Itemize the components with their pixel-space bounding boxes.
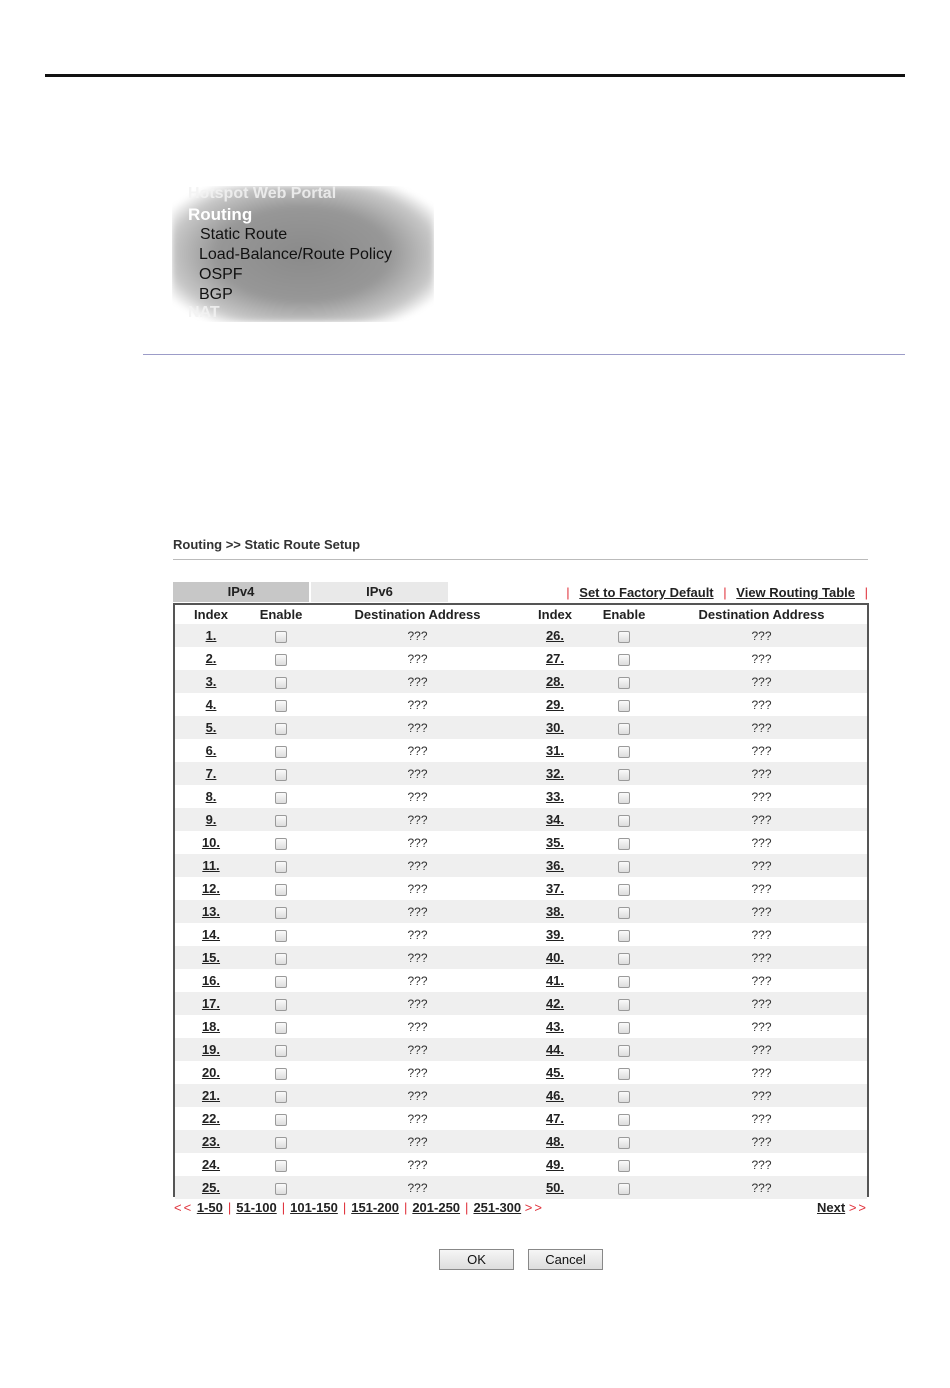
route-index-link[interactable]: 2.	[205, 651, 217, 666]
route-index-link[interactable]: 31.	[545, 743, 565, 758]
destination-address: ???	[751, 1134, 772, 1149]
route-index-link[interactable]: 30.	[545, 720, 565, 735]
route-index-link[interactable]: 12.	[201, 881, 221, 896]
enable-checkbox[interactable]	[275, 953, 287, 965]
enable-checkbox[interactable]	[618, 1137, 630, 1149]
table-row	[175, 1107, 867, 1130]
destination-address: ???	[751, 996, 772, 1011]
menu-item-ospf[interactable]: OSPF	[199, 266, 243, 283]
route-index-link[interactable]: 9.	[205, 812, 217, 827]
enable-checkbox[interactable]	[275, 884, 287, 896]
destination-address: ???	[407, 1019, 428, 1034]
route-index-link[interactable]: 33.	[545, 789, 565, 804]
enable-checkbox[interactable]	[275, 654, 287, 666]
route-index-link[interactable]: 22.	[201, 1111, 221, 1126]
destination-address: ???	[751, 1019, 772, 1034]
page-link-151-200[interactable]: 151-200	[351, 1200, 399, 1215]
enable-checkbox[interactable]	[275, 1137, 287, 1149]
enable-checkbox[interactable]	[275, 930, 287, 942]
enable-checkbox[interactable]	[618, 953, 630, 965]
enable-checkbox[interactable]	[618, 999, 630, 1011]
route-index-link[interactable]: 6.	[205, 743, 217, 758]
link-separator: |	[864, 585, 868, 600]
enable-checkbox[interactable]	[275, 976, 287, 988]
page-link-251-300[interactable]: 251-300	[473, 1200, 522, 1215]
enable-checkbox[interactable]	[618, 1160, 630, 1172]
enable-checkbox[interactable]	[618, 792, 630, 804]
destination-address: ???	[407, 1065, 428, 1080]
section-divider	[143, 354, 905, 355]
enable-checkbox[interactable]	[618, 1114, 630, 1126]
table-row	[175, 1084, 867, 1107]
enable-checkbox[interactable]	[618, 1022, 630, 1034]
next-arrows: >>	[848, 1200, 868, 1215]
route-index-link[interactable]: 17.	[201, 996, 221, 1011]
enable-checkbox[interactable]	[275, 792, 287, 804]
destination-address: ???	[407, 766, 428, 781]
menu-item-hotspot-web-portal[interactable]: Hotspot Web Portal	[188, 186, 337, 202]
destination-address: ???	[751, 766, 772, 781]
destination-address: ???	[407, 904, 428, 919]
route-index-link[interactable]: 1.	[205, 628, 217, 643]
table-row	[175, 1176, 867, 1199]
destination-address: ???	[751, 1065, 772, 1080]
enable-checkbox[interactable]	[275, 746, 287, 758]
destination-address: ???	[407, 858, 428, 873]
next-link[interactable]: Next	[817, 1200, 846, 1215]
enable-checkbox[interactable]	[275, 1045, 287, 1057]
enable-checkbox[interactable]	[618, 1045, 630, 1057]
destination-address: ???	[751, 1088, 772, 1103]
table-row	[175, 1130, 867, 1153]
next-arrows-inline: >>	[524, 1200, 544, 1215]
destination-address: ???	[751, 881, 772, 896]
enable-checkbox[interactable]	[618, 815, 630, 827]
destination-address: ???	[407, 950, 428, 965]
ok-button[interactable]: OK	[439, 1249, 514, 1270]
column-header-index: Index	[538, 607, 572, 622]
menu-item-load-balance[interactable]: Load-Balance/Route Policy	[199, 246, 393, 263]
table-row	[175, 831, 867, 854]
enable-checkbox[interactable]	[618, 700, 630, 712]
route-index-link[interactable]: 25.	[201, 1180, 221, 1195]
static-route-table	[173, 603, 869, 1197]
enable-checkbox[interactable]	[275, 838, 287, 850]
link-separator: |	[566, 585, 570, 600]
enable-checkbox[interactable]	[618, 746, 630, 758]
route-index-link[interactable]: 44.	[545, 1042, 565, 1057]
destination-address: ???	[407, 674, 428, 689]
table-body	[175, 624, 867, 1199]
destination-address: ???	[751, 1157, 772, 1172]
table-row	[175, 1015, 867, 1038]
column-header-destination: Destination Address	[698, 607, 825, 622]
table-row	[175, 969, 867, 992]
prev-arrows: <<	[174, 1200, 194, 1215]
route-index-link[interactable]: 48.	[545, 1134, 565, 1149]
destination-address: ???	[407, 743, 428, 758]
route-index-link[interactable]: 47.	[545, 1111, 565, 1126]
destination-address: ???	[407, 628, 428, 643]
menu-snippet	[172, 186, 434, 322]
route-index-link[interactable]: 19.	[201, 1042, 221, 1057]
table-header	[175, 605, 867, 624]
enable-checkbox[interactable]	[618, 907, 630, 919]
destination-address: ???	[407, 1134, 428, 1149]
destination-address: ???	[751, 812, 772, 827]
destination-address: ???	[751, 720, 772, 735]
route-index-link[interactable]: 41.	[545, 973, 565, 988]
route-index-link[interactable]: 21.	[201, 1088, 221, 1103]
route-index-link[interactable]: 11.	[202, 858, 220, 873]
table-row	[175, 716, 867, 739]
route-index-link[interactable]: 40.	[545, 950, 565, 965]
route-index-link[interactable]: 5.	[205, 720, 217, 735]
table-row	[175, 900, 867, 923]
route-index-link[interactable]: 14.	[201, 927, 221, 942]
route-index-link[interactable]: 35.	[545, 835, 565, 850]
enable-checkbox[interactable]	[618, 976, 630, 988]
breadcrumb: Routing >> Static Route Setup	[173, 537, 361, 552]
route-index-link[interactable]: 49.	[545, 1157, 565, 1172]
table-row	[175, 923, 867, 946]
table-row	[175, 877, 867, 900]
route-index-link[interactable]: 29.	[545, 697, 565, 712]
route-index-link[interactable]: 16.	[201, 973, 221, 988]
route-index-link[interactable]: 4.	[205, 697, 217, 712]
enable-checkbox[interactable]	[275, 700, 287, 712]
enable-checkbox[interactable]	[275, 999, 287, 1011]
destination-address: ???	[751, 1042, 772, 1057]
destination-address: ???	[751, 973, 772, 988]
page-link-101-150[interactable]: 101-150	[290, 1200, 338, 1215]
table-row	[175, 1153, 867, 1176]
destination-address: ???	[407, 881, 428, 896]
destination-address: ???	[407, 835, 428, 850]
destination-address: ???	[751, 674, 772, 689]
route-index-link[interactable]: 10.	[201, 835, 221, 850]
route-index-link[interactable]: 39.	[545, 927, 565, 942]
destination-address: ???	[751, 743, 772, 758]
destination-address: ???	[751, 835, 772, 850]
enable-checkbox[interactable]	[275, 677, 287, 689]
table-row	[175, 785, 867, 808]
table-row	[175, 992, 867, 1015]
destination-address: ???	[751, 789, 772, 804]
route-index-link[interactable]: 42.	[545, 996, 565, 1011]
enable-checkbox[interactable]	[618, 769, 630, 781]
route-index-link[interactable]: 43.	[545, 1019, 565, 1034]
destination-address: ???	[751, 904, 772, 919]
route-index-link[interactable]: 18.	[201, 1019, 221, 1034]
table-row	[175, 946, 867, 969]
route-index-link[interactable]: 36.	[545, 858, 565, 873]
enable-checkbox[interactable]	[275, 907, 287, 919]
top-links	[566, 585, 868, 600]
enable-checkbox[interactable]	[275, 723, 287, 735]
table-row	[175, 762, 867, 785]
destination-address: ???	[407, 1111, 428, 1126]
enable-checkbox[interactable]	[275, 769, 287, 781]
table-row	[175, 854, 867, 877]
enable-checkbox[interactable]	[618, 930, 630, 942]
enable-checkbox[interactable]	[275, 861, 287, 873]
route-index-link[interactable]: 32.	[545, 766, 565, 781]
enable-checkbox[interactable]	[618, 861, 630, 873]
view-routing-table-link[interactable]: View Routing Table	[736, 585, 855, 600]
enable-checkbox[interactable]	[275, 815, 287, 827]
route-index-link[interactable]: 38.	[545, 904, 565, 919]
destination-address: ???	[407, 996, 428, 1011]
route-index-link[interactable]: 3.	[205, 674, 217, 689]
destination-address: ???	[751, 950, 772, 965]
destination-address: ???	[751, 858, 772, 873]
route-index-link[interactable]: 50.	[545, 1180, 565, 1195]
destination-address: ???	[407, 927, 428, 942]
table-row	[175, 647, 867, 670]
destination-address: ???	[751, 697, 772, 712]
route-index-link[interactable]: 13.	[201, 904, 221, 919]
table-row	[175, 624, 867, 647]
next-page	[817, 1200, 868, 1215]
route-index-link[interactable]: 34.	[545, 812, 565, 827]
pagination: << 1-50 | 51-100 | 101-150 | 151-200 | 201-250 | 251-300 >>	[174, 1200, 544, 1215]
destination-address: ???	[407, 789, 428, 804]
enable-checkbox[interactable]	[275, 1068, 287, 1080]
route-index-link[interactable]: 45.	[545, 1065, 565, 1080]
destination-address: ???	[407, 651, 428, 666]
enable-checkbox[interactable]	[618, 677, 630, 689]
route-index-link[interactable]: 20.	[201, 1065, 221, 1080]
destination-address: ???	[407, 973, 428, 988]
enable-checkbox[interactable]	[618, 723, 630, 735]
route-index-link[interactable]: 7.	[205, 766, 217, 781]
menu-item-bgp[interactable]: BGP	[199, 286, 233, 303]
enable-checkbox[interactable]	[618, 884, 630, 896]
enable-checkbox[interactable]	[275, 1114, 287, 1126]
route-index-link[interactable]: 37.	[545, 881, 565, 896]
enable-checkbox[interactable]	[618, 1183, 630, 1195]
enable-checkbox[interactable]	[618, 1068, 630, 1080]
destination-address: ???	[751, 927, 772, 942]
route-index-link[interactable]: 24.	[201, 1157, 221, 1172]
destination-address: ???	[407, 720, 428, 735]
link-separator: |	[723, 585, 727, 600]
destination-address: ???	[407, 1042, 428, 1057]
destination-address: ???	[407, 1180, 428, 1195]
column-header-destination: Destination Address	[354, 607, 481, 622]
page-link-1-50[interactable]: 1-50	[196, 1200, 223, 1215]
destination-address: ???	[407, 697, 428, 712]
menu-item-nat[interactable]: NAT	[188, 304, 220, 321]
table-row	[175, 739, 867, 762]
column-header-index: Index	[194, 607, 228, 622]
tab-ipv6[interactable]: IPv6	[311, 582, 448, 602]
enable-checkbox[interactable]	[275, 631, 287, 643]
enable-checkbox[interactable]	[275, 1160, 287, 1172]
table-row	[175, 1038, 867, 1061]
set-factory-default-link[interactable]: Set to Factory Default	[579, 585, 714, 600]
enable-checkbox[interactable]	[618, 1091, 630, 1103]
route-index-link[interactable]: 27.	[545, 651, 565, 666]
table-row	[175, 808, 867, 831]
route-index-link[interactable]: 15.	[201, 950, 221, 965]
page-link-201-250[interactable]: 201-250	[412, 1200, 461, 1215]
destination-address: ???	[407, 1157, 428, 1172]
route-index-link[interactable]: 46.	[545, 1088, 565, 1103]
destination-address: ???	[751, 651, 772, 666]
breadcrumb-divider	[173, 559, 868, 560]
enable-checkbox[interactable]	[618, 838, 630, 850]
menu-item-routing[interactable]: Routing	[188, 205, 253, 224]
column-header-enable: Enable	[602, 607, 646, 622]
destination-address: ???	[751, 1111, 772, 1126]
enable-checkbox[interactable]	[275, 1091, 287, 1103]
route-index-link[interactable]: 28.	[545, 674, 565, 689]
page-link-51-100[interactable]: 51-100	[236, 1200, 277, 1215]
destination-address: ???	[751, 628, 772, 643]
enable-checkbox[interactable]	[275, 1022, 287, 1034]
column-header-enable: Enable	[259, 607, 303, 622]
cancel-button[interactable]: Cancel	[528, 1249, 603, 1270]
enable-checkbox[interactable]	[618, 631, 630, 643]
route-index-link[interactable]: 26.	[545, 628, 565, 643]
tab-ipv4[interactable]: IPv4	[173, 582, 309, 602]
table-row	[175, 1061, 867, 1084]
top-divider	[45, 74, 905, 77]
table-row	[175, 693, 867, 716]
table-row	[175, 670, 867, 693]
destination-address: ???	[751, 1180, 772, 1195]
enable-checkbox[interactable]	[275, 1183, 287, 1195]
enable-checkbox[interactable]	[618, 654, 630, 666]
route-index-link[interactable]: 23.	[201, 1134, 221, 1149]
destination-address: ???	[407, 812, 428, 827]
destination-address: ???	[407, 1088, 428, 1103]
route-index-link[interactable]: 8.	[205, 789, 217, 804]
menu-item-static-route[interactable]: Static Route	[200, 226, 288, 243]
